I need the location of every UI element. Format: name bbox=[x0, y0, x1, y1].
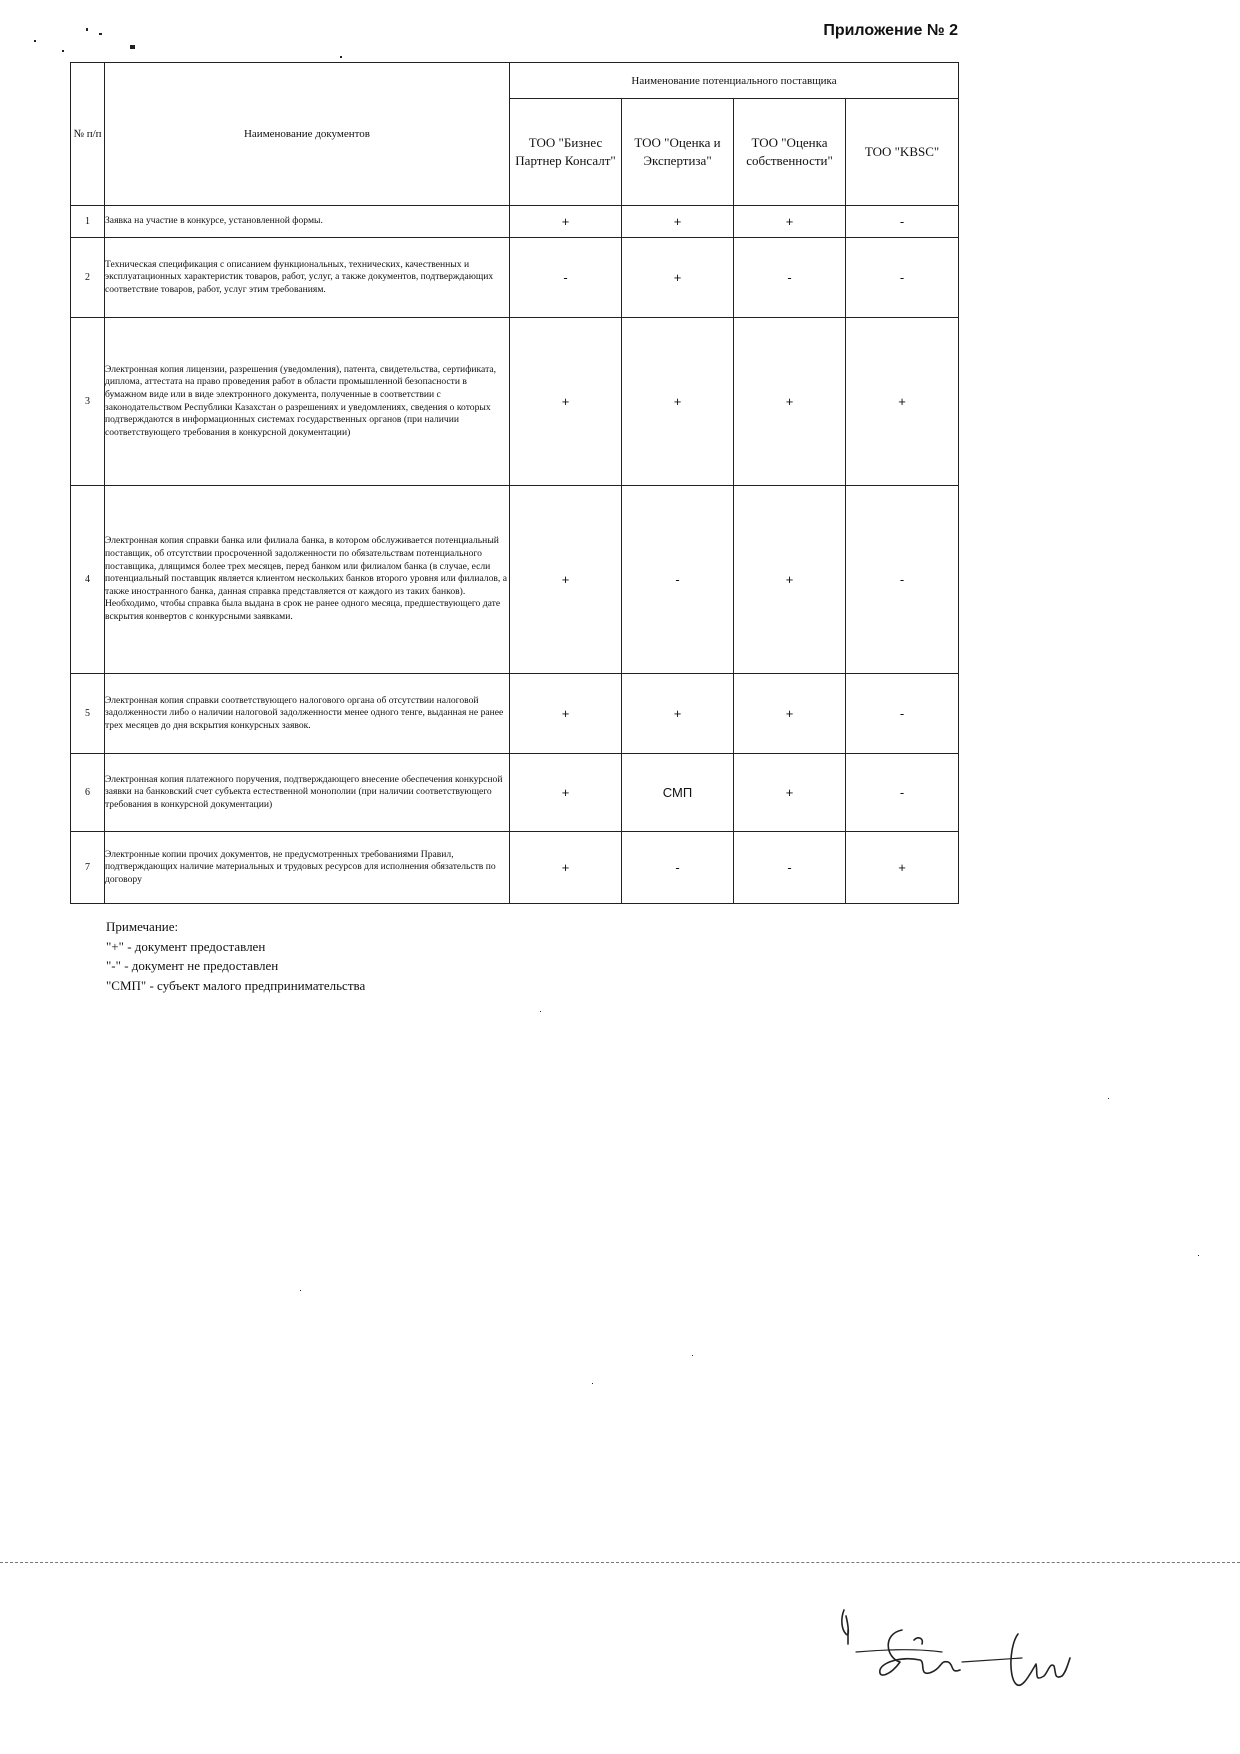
status-mark: + bbox=[622, 238, 734, 318]
status-mark: - bbox=[846, 754, 959, 832]
row-number: 4 bbox=[71, 486, 105, 674]
status-mark: + bbox=[734, 754, 846, 832]
table-row bbox=[71, 832, 959, 904]
status-mark: + bbox=[510, 754, 622, 832]
document-name: Электронная копия лицензии, разрешения (уведомления), патента, свидетельства, сертификата, диплома, аттестата на право проведения работ в области промышленной безопасности в бумажном виде или в виде электронного документа, полученные в соответствии с законодательством Республики Казахстан о разрешениях и уведомлениях, сведения о которых подтверждаются в информационных системах государственных органов (при наличии соответствующего требования в конкурсной документации) bbox=[105, 318, 510, 486]
status-mark: - bbox=[622, 486, 734, 674]
row-number: 3 bbox=[71, 318, 105, 486]
status-mark: + bbox=[622, 318, 734, 486]
supplier-name: ТОО "Оценка и Экспертиза" bbox=[622, 99, 734, 206]
status-mark: - bbox=[510, 238, 622, 318]
status-mark: + bbox=[510, 486, 622, 674]
row-number: 6 bbox=[71, 754, 105, 832]
document-name: Техническая спецификация с описанием функциональных, технических, качественных и эксплуатационных характеристик товаров, работ, услуг, а также документов, подтверждающих соответствие товаров, работ, услуг этим требованиям. bbox=[105, 238, 510, 318]
supplier-name: ТОО "Бизнес Партнер Консалт" bbox=[510, 99, 622, 206]
status-mark: - bbox=[846, 486, 959, 674]
header-supplier-group: Наименование потенциального поставщика bbox=[510, 63, 959, 99]
status-mark: + bbox=[734, 674, 846, 754]
document-name: Заявка на участие в конкурсе, установленной формы. bbox=[105, 206, 510, 238]
status-mark: - bbox=[622, 832, 734, 904]
handwritten-signature bbox=[822, 1600, 1082, 1720]
table-row bbox=[71, 238, 959, 318]
suppliers-documents-table bbox=[70, 62, 959, 904]
status-mark: - bbox=[846, 238, 959, 318]
row-number: 7 bbox=[71, 832, 105, 904]
status-mark: - bbox=[846, 206, 959, 238]
document-name: Электронные копии прочих документов, не предусмотренных требованиями Правил, подтверждающих наличие материальных и трудовых ресурсов для исполнения обязательств по договору bbox=[105, 832, 510, 904]
status-mark: + bbox=[622, 206, 734, 238]
status-mark: - bbox=[734, 238, 846, 318]
header-documents: Наименование документов bbox=[105, 63, 510, 206]
row-number: 1 bbox=[71, 206, 105, 238]
status-mark: + bbox=[846, 832, 959, 904]
status-mark: - bbox=[846, 674, 959, 754]
status-mark: - bbox=[734, 832, 846, 904]
document-name: Электронная копия справки банка или филиала банка, в котором обслуживается потенциальный поставщик, об отсутствии просроченной задолженности по обязательствам потенциального поставщика, длящимся более трех месяцев, перед банком или филиалом банка (в случае, если потенциальный поставщик является клиентом нескольких банков второго уровня или филиалов, а также иностранного банка, данная справка представляется от каждого из таких банков). Необходимо, чтобы справка была выдана в срок не ранее одного месяца, предшествующего дате вскрытия конвертов с конкурсными заявками. bbox=[105, 486, 510, 674]
note-item: "+" - документ предоставлен bbox=[106, 938, 266, 954]
supplier-name: ТОО "Оценка собственности" bbox=[734, 99, 846, 206]
status-mark: + bbox=[622, 674, 734, 754]
header-number: № п/п bbox=[71, 63, 105, 206]
row-number: 2 bbox=[71, 238, 105, 318]
table-row bbox=[71, 318, 959, 486]
status-mark: + bbox=[846, 318, 959, 486]
status-mark: + bbox=[510, 318, 622, 486]
supplier-name: ТОО "KBSC" bbox=[846, 99, 959, 206]
status-mark: СМП bbox=[622, 754, 734, 832]
appendix-title: Приложение № 2 bbox=[823, 22, 958, 39]
note-item: "СМП" - субъект малого предпринимательства bbox=[106, 977, 366, 993]
table-row bbox=[71, 674, 959, 754]
table-row bbox=[71, 486, 959, 674]
notes-title: Примечание: bbox=[106, 919, 179, 934]
note-item: "-" - документ не предоставлен bbox=[106, 958, 279, 973]
table-row bbox=[71, 754, 959, 832]
table-header-row bbox=[71, 63, 959, 99]
row-number: 5 bbox=[71, 674, 105, 754]
status-mark: + bbox=[734, 486, 846, 674]
page-divider bbox=[0, 1562, 1240, 1563]
table-row bbox=[71, 206, 959, 238]
notes-block bbox=[106, 917, 365, 995]
status-mark: + bbox=[734, 318, 846, 486]
status-mark: + bbox=[734, 206, 846, 238]
status-mark: + bbox=[510, 832, 622, 904]
document-name: Электронная копия справки соответствующего налогового органа об отсутствии налоговой задолженности либо о наличии налоговой задолженности менее одного тенге, выданная не ранее трех месяцев до дня вскрытия конкурсных заявок. bbox=[105, 674, 510, 754]
document-name: Электронная копия платежного поручения, подтверждающего внесение обеспечения конкурсной заявки на банковский счет субъекта естественной монополии (при наличии соответствующего требования в конкурсной документации) bbox=[105, 754, 510, 832]
status-mark: + bbox=[510, 674, 622, 754]
status-mark: + bbox=[510, 206, 622, 238]
